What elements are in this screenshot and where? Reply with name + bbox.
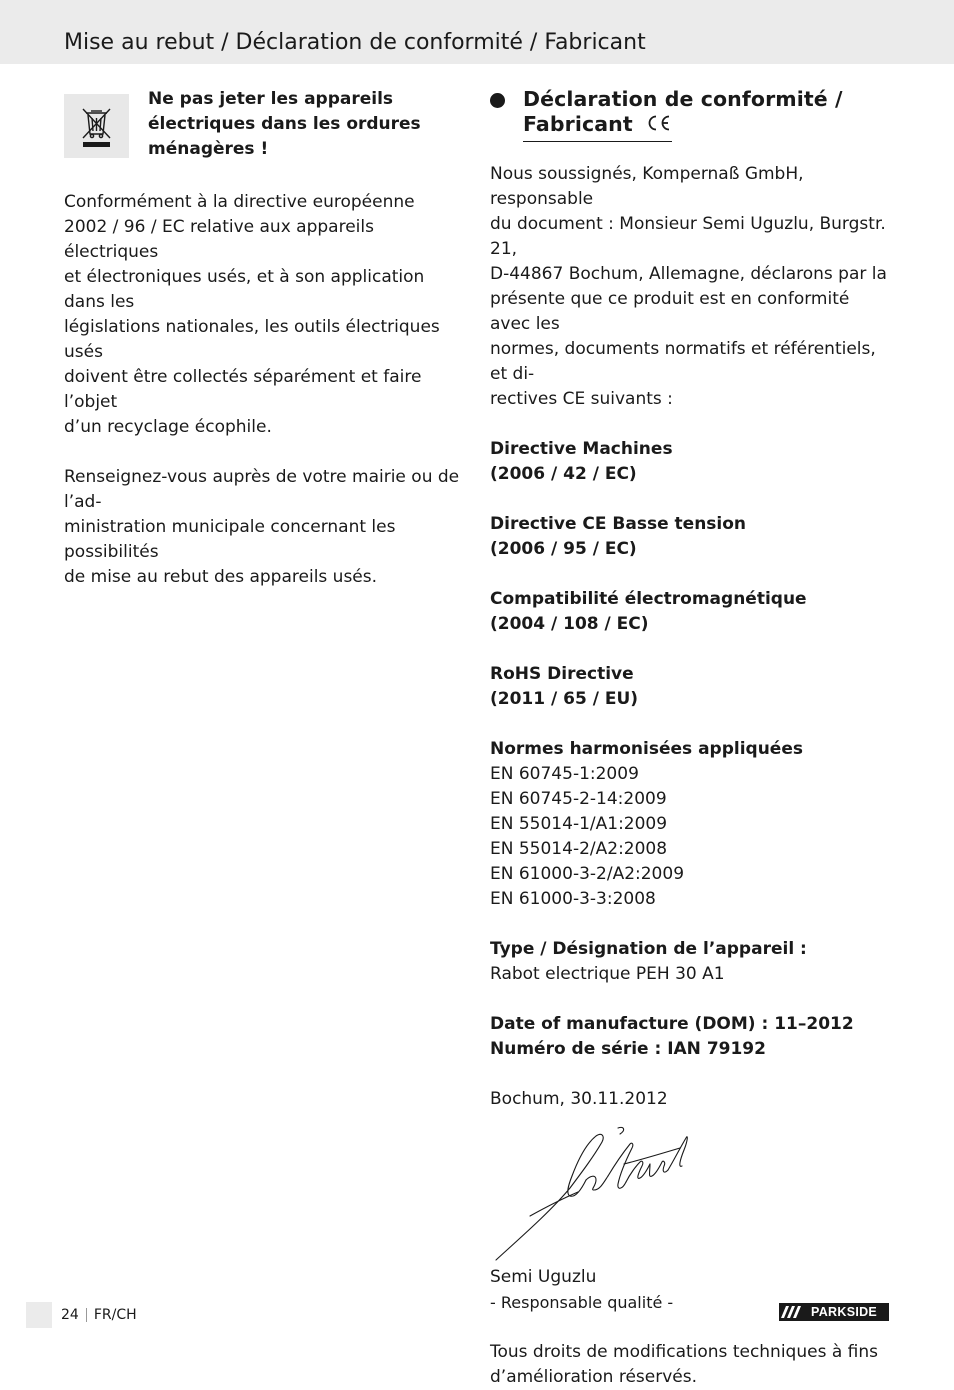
warning-line: Ne pas jeter les appareils [148, 89, 394, 109]
directive-item [490, 587, 890, 637]
directive-paragraph [64, 190, 460, 440]
section-heading [490, 87, 890, 149]
standard-item: EN 55014-2/A2:2008 [490, 839, 668, 859]
text-line: législations nationales, les outils électriques usés [64, 317, 440, 362]
crossed-out-wheelie-bin-icon [64, 94, 129, 158]
text-line: du document : Monsieur Semi Uguzlu, Burgstr. 21, [490, 214, 886, 259]
warning-line: ménagères ! [148, 139, 269, 159]
standard-item: EN 61000-3-3:2008 [490, 889, 656, 909]
text-line: doivent être collectés séparément et faire l’objet [64, 367, 422, 412]
directive-item [490, 437, 890, 487]
directive-name: Directive CE Basse tension [490, 514, 747, 534]
bullet-icon [490, 93, 505, 108]
handwritten-signature [490, 1120, 890, 1265]
closing-note [490, 1340, 890, 1390]
section-title-line1: Déclaration de conformité / [523, 87, 843, 111]
disposal-warning [64, 87, 460, 165]
page-number: 24 [61, 1307, 79, 1323]
directive-name: Compatibilité électromagnétique [490, 589, 807, 609]
standards-heading: Normes harmonisées appliquées [490, 739, 803, 759]
place-date: Bochum, 30.11.2012 [490, 1089, 668, 1109]
left-column [64, 87, 460, 590]
disposal-info-paragraph [64, 465, 460, 590]
warning-line: électriques dans les ordures [148, 114, 421, 134]
text-line: Tous droits de modifications techniques à fins [490, 1342, 879, 1362]
footer-marker [26, 1302, 52, 1328]
standard-item: EN 60745-2-14:2009 [490, 789, 667, 809]
parkside-logo [779, 1303, 889, 1321]
device-type-block [490, 937, 890, 987]
standard-item: EN 60745-1:2009 [490, 764, 639, 784]
text-line: présente que ce produit est en conformité avec les [490, 289, 850, 334]
serial-number: Numéro de série : IAN 79192 [490, 1039, 766, 1059]
page-footer [61, 1304, 137, 1326]
declaration-intro [490, 162, 890, 412]
text-line: d’un recyclage écophile. [64, 417, 272, 437]
directive-code: (2006 / 95 / EC) [490, 539, 637, 559]
text-line: d’amélioration réservés. [490, 1367, 698, 1387]
text-line: Renseignez-vous auprès de votre mairie ou de l’ad- [64, 467, 460, 512]
brand-name: PARKSIDE [811, 1305, 878, 1319]
directive-code: (2011 / 65 / EU) [490, 689, 639, 709]
section-title-line2: Fabricant [523, 112, 633, 136]
warning-text [148, 87, 448, 162]
page-header [0, 0, 954, 64]
locale-code: FR/CH [93, 1307, 137, 1323]
date-of-manufacture: Date of manufacture (DOM) : 11–2012 [490, 1014, 854, 1034]
text-line: de mise au rebut des appareils usés. [64, 567, 378, 587]
directive-item [490, 662, 890, 712]
text-line: rectives CE suivants : [490, 389, 673, 409]
signer-name: Semi Uguzlu [490, 1267, 597, 1287]
footer-divider [86, 1308, 87, 1322]
ce-mark-icon [646, 113, 672, 138]
standard-item: EN 61000-3-2/A2:2009 [490, 864, 685, 884]
text-line: D-44867 Bochum, Allemagne, déclarons par la [490, 264, 887, 284]
right-column [490, 87, 890, 1390]
text-line: ministration municipale concernant les possibilités [64, 517, 396, 562]
directive-name: Directive Machines [490, 439, 673, 459]
page-title: Mise au rebut / Déclaration de conformité / Fabricant [64, 30, 646, 55]
directive-code: (2004 / 108 / EC) [490, 614, 649, 634]
section-title [523, 87, 843, 142]
directive-item [490, 512, 890, 562]
device-type-value: Rabot electrique PEH 30 A1 [490, 964, 725, 984]
standard-item: EN 55014-1/A1:2009 [490, 814, 668, 834]
text-line: Nous soussignés, Kompernaß GmbH, responsable [490, 164, 804, 209]
text-line: 2002 / 96 / EC relative aux appareils électriques [64, 217, 374, 262]
text-line: et électroniques usés, et à son application dans les [64, 267, 425, 312]
text-line: Conformément à la directive européenne [64, 192, 415, 212]
directive-name: RoHS Directive [490, 664, 634, 684]
text-line: normes, documents normatifs et référentiels, et di- [490, 339, 876, 384]
manufacture-block [490, 1012, 890, 1062]
section-title-line2-wrap [523, 112, 672, 142]
signer-role: - Responsable qualité - [490, 1293, 674, 1312]
standards-block [490, 737, 890, 912]
directive-code: (2006 / 42 / EC) [490, 464, 637, 484]
device-type-heading: Type / Désignation de l’appareil : [490, 939, 807, 959]
